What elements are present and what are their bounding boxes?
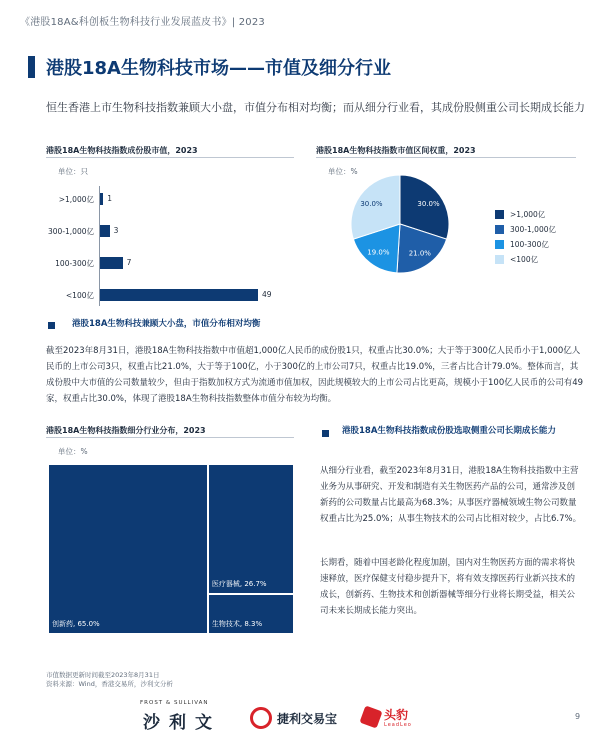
caption-segments: 港股18A生物科技指数成份股选取侧重公司长期成长能力 bbox=[342, 426, 556, 436]
legend-swatch bbox=[495, 210, 504, 219]
bar bbox=[100, 257, 123, 269]
treemap-cell-label: 生物技术, 8.3% bbox=[211, 620, 263, 628]
bar bbox=[100, 289, 258, 301]
pie-chart bbox=[350, 174, 450, 274]
jieli-logo: 捷利交易宝 bbox=[277, 712, 338, 726]
legend-swatch bbox=[495, 225, 504, 234]
treemap-unit: 单位：% bbox=[58, 447, 88, 456]
title-accent-bar bbox=[28, 56, 35, 78]
leadleo-wordmark: LeadLeo bbox=[384, 722, 412, 728]
page-subtitle: 恒生香港上市生物科技指数兼顾大小盘，市值分布相对均衡；而从细分行业看，其成份股侧重公司长期成长能力 bbox=[46, 101, 585, 114]
report-header: 《港股18A&科创板生物科技行业发展蓝皮书》| 2023 bbox=[20, 17, 265, 28]
pie-chart-rule bbox=[316, 157, 576, 158]
leadleo-logo: 头豹 bbox=[384, 708, 409, 722]
leadleo-logo-icon bbox=[359, 705, 382, 728]
pie-slice-label: 21.0% bbox=[408, 249, 431, 258]
bar-category-label: 100-300亿 bbox=[55, 259, 94, 268]
legend-swatch bbox=[495, 255, 504, 264]
page-title: 港股18A生物科技市场——市值及细分行业 bbox=[46, 58, 391, 79]
treemap-cell-label: 创新药, 65.0% bbox=[52, 620, 100, 628]
legend-label: <100亿 bbox=[510, 255, 539, 264]
jieli-logo-icon bbox=[250, 707, 272, 729]
pie-slice-label: 30.0% bbox=[360, 199, 383, 208]
treemap-title: 港股18A生物科技指数细分行业分布，2023 bbox=[46, 426, 206, 435]
treemap-cell-label: 医疗器械, 26.7% bbox=[211, 579, 267, 588]
treemap-rule bbox=[46, 437, 294, 438]
paragraph-outlook: 长期看，随着中国老龄化程度加剧，国内对生物医药方面的需求将快速释放，医疗保健支付稳步提升下，将有效支撑医药行业新兴技术的成长，创新药、生物技术和创新器械等细分行业将长期受益，相关公司未来长期成长能力突出。 bbox=[320, 558, 576, 616]
pie-slice-label: 19.0% bbox=[367, 248, 390, 257]
caption-market-cap: 港股18A生物科技兼顾大小盘，市值分布相对均衡 bbox=[72, 319, 261, 329]
caption-bullet bbox=[48, 322, 55, 329]
bar-value-label: 3 bbox=[113, 226, 119, 235]
pie-legend-item bbox=[495, 224, 556, 235]
footnote-source: 资料来源：Wind，香港交易所，沙利文分析 bbox=[46, 680, 173, 688]
legend-label: 100-300亿 bbox=[510, 240, 549, 249]
bar-category-label: <100亿 bbox=[65, 291, 94, 300]
pie-chart-unit: 单位：% bbox=[328, 167, 358, 176]
treemap-cell bbox=[48, 464, 208, 634]
paragraph-market-cap: 截至2023年8月31日，港股18A生物科技指数中市值超1,000亿人民币的成份股1只，权重占比30.0%；大于等于300亿人民币小于1,000亿人民币的上市公司3只，权重占比21.0%，大于等于100亿，小于300亿的上市公司7只，权重占比19.0%，三者占比合计79.0%。整体而言，其成份股中大市值的公司数量较少，但由于指数加权方式为流通市值加权，因此规模较大的上市公司占比更高，规模小于100亿人民币的公司有49家，权重占比30.0%，体现了港股18A生物科技指数整体市值分布较为均衡。 bbox=[46, 346, 584, 404]
pie-chart-title: 港股18A生物科技指数市值区间权重，2023 bbox=[316, 146, 476, 155]
bar-chart-rule bbox=[46, 157, 294, 158]
bar bbox=[100, 193, 103, 205]
paragraph-segments: 从细分行业看，截至2023年8月31日，港股18A生物科技指数中主营业务为从事研究、开发和制造有关生物医药产品的公司，通常涉及创新药的公司数量占比最高为68.3%；从事医疗器械领域生物公司数量权重占比为25.0%；从事生物技术的公司占比相对较少，占比6.7%。 bbox=[320, 466, 582, 524]
pie-legend-item bbox=[495, 254, 538, 265]
treemap-cell bbox=[208, 464, 294, 594]
pie-legend-item bbox=[495, 209, 545, 220]
pie-slice-label: 30.0% bbox=[417, 199, 440, 208]
caption-bullet bbox=[322, 430, 329, 437]
bar-category-label: >1,000亿 bbox=[58, 195, 94, 204]
legend-label: 300-1,000亿 bbox=[510, 225, 556, 234]
bar bbox=[100, 225, 110, 237]
bar-category-label: 300-1,000亿 bbox=[48, 227, 94, 236]
bar-chart-title: 港股18A生物科技指数成份股市值，2023 bbox=[46, 146, 198, 155]
bar-value-label: 7 bbox=[126, 258, 132, 267]
footnote-data-date: 市值数据更新时间截至2023年8月31日 bbox=[46, 671, 160, 679]
frost-sullivan-wordmark: FROST & SULLIVAN bbox=[140, 700, 209, 706]
bar-value-label: 1 bbox=[107, 194, 112, 203]
frost-sullivan-logo: 沙利文 bbox=[143, 713, 221, 733]
bar-chart-unit: 单位：只 bbox=[58, 167, 88, 176]
legend-label: >1,000亿 bbox=[510, 210, 546, 219]
legend-swatch bbox=[495, 240, 504, 249]
bar-value-label: 49 bbox=[262, 290, 272, 299]
page-number: 9 bbox=[575, 712, 581, 721]
pie-legend-item bbox=[495, 239, 549, 250]
